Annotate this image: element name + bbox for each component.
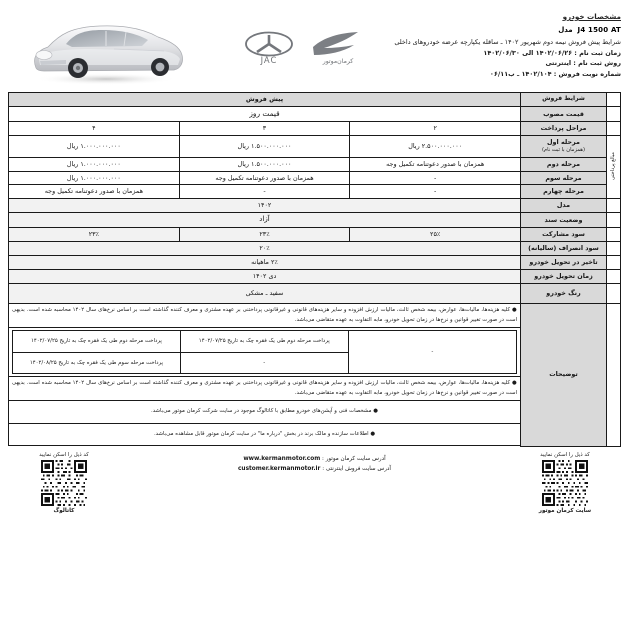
header-method-row — [371, 59, 621, 68]
qr-site-name: سایت کرمان موتور — [538, 507, 592, 514]
subtable-col4-stage3: پرداخت مرحله سوم طی یک فقره چک به تاریخ ۱۴۰۲/۰۸/۲۵ — [13, 352, 181, 374]
table-row-stage4 — [9, 185, 621, 199]
row-value-sale-terms: پیش فروش — [9, 93, 521, 107]
stage1-col4: ۱.۰۰۰.۰۰۰.۰۰۰ ریال — [9, 136, 180, 157]
row-value-approved-price: قیمت روز — [9, 106, 521, 121]
row-label-delay: تاخیر در تحویل خودرو — [521, 256, 607, 270]
stage2-col2: همزمان با صدور دعوتنامه تکمیل وجه — [350, 157, 521, 171]
row-label-certificate: وضعیت سند — [521, 213, 607, 228]
header-round-row — [371, 70, 621, 79]
spacer-cell — [607, 199, 621, 213]
header-model-row — [371, 25, 621, 35]
row-label-stage1-sub: (همزمان با ثبت نام) — [541, 147, 586, 154]
kerman-motor-logo-icon — [310, 30, 366, 66]
table-row-sale-terms — [9, 93, 621, 107]
row-label-notes: توضیحات — [521, 304, 607, 447]
stage1-col3: ۱.۵۰۰.۰۰۰.۰۰۰ ریال — [179, 136, 350, 157]
spacer-cell — [607, 270, 621, 284]
payment-schedule-subtable — [12, 330, 517, 374]
row-label-sale-terms: شرایط فروش — [521, 93, 607, 107]
qr-block-site — [509, 452, 621, 514]
spacer-cell — [607, 122, 621, 136]
stage4-col3: - — [179, 185, 350, 199]
subtable-col4-stage2: پرداخت مرحله دوم طی یک فقره چک به تاریخ ۱۴۰۲/۰۷/۲۵ — [13, 330, 181, 352]
table-row-delivery-time — [9, 270, 621, 284]
stage-column-header-2: ۲ — [350, 122, 521, 136]
header-registration-value: ۱۴۰۲/۰۶/۲۶ الی ۱۴۰۲/۰۶/۳۰ — [483, 48, 573, 57]
note-tax-1-text: ● کلیه هزینه‌ها، مالیات‌ها، عوارض، بیمه شخص ثالث، مالیات ارزش افزوده و سایر هزینه‌های قانونی و غیرقانونی پرداختنی بر عهده مشتری و معرف کننده گذاشته است بر اساس نرخ‌های سال ۱۴۰۲ محاسبه شده است. بدیهی است در صورت تغییر قوانین و نرخ‌ها در زمان تحویل خودرو، مابه التفاوت به عهده متقاضی می‌باشد. — [12, 307, 517, 323]
spacer-cell — [607, 93, 621, 107]
spacer-cell — [607, 242, 621, 256]
table-row-profit — [9, 228, 621, 242]
row-label-cancel-profit: سود انصراف (سالیانه) — [521, 242, 607, 256]
row-label-stage4: مرحله چهارم — [521, 185, 607, 199]
row-label-model: مدل — [521, 199, 607, 213]
footer-site-label: آدرس سایت کرمان موتور : — [322, 455, 386, 462]
subtable-col3-stage3: - — [180, 352, 348, 374]
table-row-approved-price — [9, 106, 621, 121]
footer-site-url[interactable]: www.kermanmotor.com — [243, 455, 321, 462]
footer-eshop-row — [120, 466, 509, 472]
header-round-label: شماره نوبت فروش : — [553, 70, 621, 79]
side-note-text: مبالغ پرداختی — [610, 151, 616, 180]
spacer-cell — [607, 106, 621, 121]
subtable-row-stage2 — [13, 330, 517, 352]
note-subtable-container — [9, 327, 521, 376]
row-value-model: ۱۴۰۲ — [9, 199, 521, 213]
row-label-profit: سود مشارکت — [521, 228, 607, 242]
svg-text:کرمان‌موتور: کرمان‌موتور — [322, 58, 354, 65]
spacer-cell — [607, 304, 621, 447]
table-row-stage1 — [9, 136, 621, 157]
header-method-value: اینترنتی — [545, 59, 572, 68]
sales-terms-table — [8, 92, 621, 447]
table-row-stage-headers — [9, 122, 621, 136]
header-model-label: مدل — [558, 26, 573, 35]
note-brand — [9, 423, 521, 445]
header-registration-label: زمان ثبت نام : — [574, 48, 621, 57]
header-section-title: مشخصات خودرو — [562, 12, 621, 21]
footer-site-row — [120, 456, 509, 462]
note-tax-2-text: ● کلیه هزینه‌ها، مالیات‌ها، عوارض، بیمه شخص ثالث، مالیات ارزش افزوده و سایر هزینه‌های قانونی و غیرقانونی پرداختنی بر عهده مشتری و معرف کننده گذاشته است بر اساس نرخ‌های سال ۱۴۰۲ محاسبه شده است. بدیهی است در صورت تغییر قوانین و نرخ‌ها در زمان تحویل خودرو، مابه التفاوت به عهده متقاضی می‌باشد. — [12, 380, 517, 396]
header-model-value: J4 1500 AT — [577, 26, 621, 35]
spacer-cell — [607, 284, 621, 304]
car-photo-jac-j4 — [14, 10, 194, 88]
row-label-stage1-main: مرحله اول — [547, 138, 580, 147]
row-label-stage3: مرحله سوم — [521, 171, 607, 185]
footer-eshop-label: آدرس سایت فروش اینترنتی : — [322, 465, 391, 472]
qr-code-catalog-icon[interactable] — [41, 460, 87, 506]
note-tax-1 — [9, 304, 521, 328]
table-row-cancel-profit — [9, 242, 621, 256]
spacer-cell — [607, 213, 621, 228]
qr-code-site-icon[interactable] — [542, 460, 588, 506]
footer-addresses — [120, 452, 509, 476]
header-method-label: روش ثبت نام : — [573, 59, 621, 68]
qr-catalog-caption: کد ذیل را اسکن نمایید — [39, 451, 89, 458]
stage3-col3: همزمان با صدور دعوتنامه تکمیل وجه — [179, 171, 350, 185]
table-row-delay — [9, 256, 621, 270]
note-spec-text: ● مشخصات فنی و آپشن‌های خودرو مطابق با کاتالوگ موجود در سایت شرکت کرمان موتور می‌باشد. — [151, 408, 378, 415]
header-terms-line: شرایط پیش فروش نیمه دوم شهریور ۱۴۰۲ ـ ساقله یکپارچه عرضه خودروهای داخلی — [394, 37, 621, 46]
stage2-col4: ۱.۰۰۰.۰۰۰.۰۰۰ ریال — [9, 157, 180, 171]
table-row-certificate — [9, 213, 621, 228]
stage-column-header-3: ۳ — [179, 122, 350, 136]
header-round-value: ۱۴۰۲/۱۰۴ ـ ب۰۶/۱۱ — [489, 70, 552, 79]
table-row-model — [9, 199, 621, 213]
side-note-payments — [607, 136, 621, 199]
table-row-note-tax-1 — [9, 304, 621, 328]
profit-col3: ۲۳٪ — [179, 228, 350, 242]
table-row-stage3 — [9, 171, 621, 185]
row-label-stages: مراحل پرداخت — [521, 122, 607, 136]
row-label-delivery-time: زمان تحویل خودرو — [521, 270, 607, 284]
stage4-col4: همزمان با صدور دعوتنامه تکمیل وجه — [9, 185, 180, 199]
stage4-col2: - — [350, 185, 521, 199]
qr-site-caption: کد ذیل را اسکن نمایید — [540, 451, 590, 458]
document-header — [0, 0, 629, 92]
stage-column-header-4: ۴ — [9, 122, 180, 136]
row-value-cancel-profit: ۲۰٪ — [9, 242, 521, 256]
brand-logos — [238, 28, 370, 68]
subtable-col3-stage2: پرداخت مرحله دوم طی یک فقره چک به تاریخ ۱۴۰۲/۰۷/۲۵ — [180, 330, 348, 352]
note-tax-2 — [9, 377, 521, 401]
row-label-stage1 — [521, 136, 607, 157]
svg-text:JAC: JAC — [260, 55, 278, 65]
note-brand-text: ● اطلاعات سازنده و مالک برند در بخش "درباره ما" در سایت کرمان موتور قابل مشاهده می‌باشد. — [153, 430, 376, 437]
spacer-cell — [607, 228, 621, 242]
table-row-stage2 — [9, 157, 621, 171]
profit-col4: ۲۳٪ — [9, 228, 180, 242]
stage2-col3: ۱.۵۰۰.۰۰۰.۰۰۰ ریال — [179, 157, 350, 171]
spacer-cell — [607, 256, 621, 270]
subtable-col2: - — [348, 330, 516, 373]
row-label-color: رنگ خودرو — [521, 284, 607, 304]
note-spec — [9, 401, 521, 423]
header-info-block — [371, 12, 621, 81]
row-value-delay: ۲٪ ماهیانه — [9, 256, 521, 270]
qr-block-catalog — [8, 452, 120, 514]
row-value-delivery-time: دی ۱۴۰۲ — [9, 270, 521, 284]
jac-logo-icon — [242, 31, 296, 65]
table-row-color — [9, 284, 621, 304]
profit-col2: ۲۵٪ — [350, 228, 521, 242]
row-label-approved-price: قیمت مصوب — [521, 106, 607, 121]
row-value-certificate: آزاد — [9, 213, 521, 228]
stage3-col4: ۱.۰۰۰.۰۰۰.۰۰۰ ریال — [9, 171, 180, 185]
stage1-col2: ۲.۵۰۰.۰۰۰.۰۰۰ ریال — [350, 136, 521, 157]
row-label-stage2: مرحله دوم — [521, 157, 607, 171]
row-value-color: سفید ـ مشکی — [9, 284, 521, 304]
qr-catalog-name: کاتالوگ — [53, 507, 75, 514]
header-registration-row — [371, 49, 621, 58]
stage3-col2: - — [350, 171, 521, 185]
footer-eshop-url[interactable]: customer.kermanmotor.ir — [238, 465, 321, 472]
document-footer — [8, 447, 621, 514]
